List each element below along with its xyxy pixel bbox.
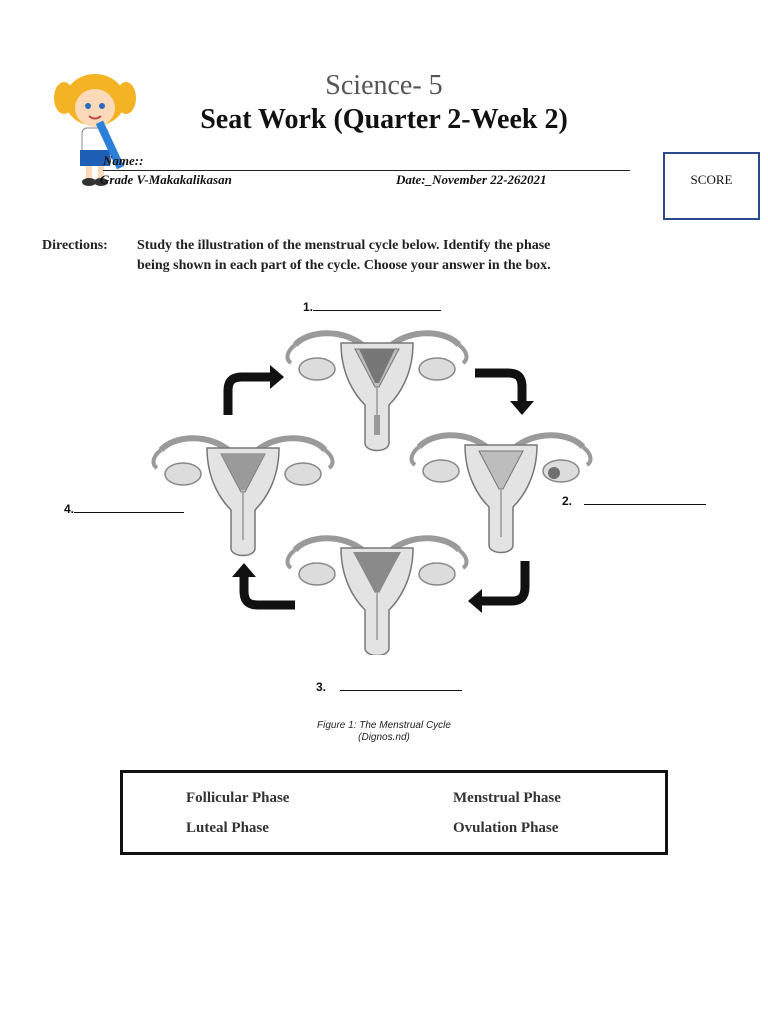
choice-follicular-phase: Follicular Phase [186, 790, 290, 806]
arrow-top-left-icon [228, 365, 284, 415]
arrow-bottom-right-icon [468, 561, 525, 613]
blank-number: 2. [562, 494, 573, 508]
directions-label: Directions: [42, 238, 108, 253]
blank-line [340, 678, 462, 691]
menstrual-cycle-diagram [150, 325, 600, 655]
name-label: Name:: [103, 153, 144, 168]
choice-menstrual-phase: Menstrual Phase [453, 790, 561, 806]
blank-line [313, 298, 441, 311]
directions [42, 236, 722, 276]
grade-section: Grade V-Makakalikasan [100, 172, 232, 187]
blank-number: 4. [64, 502, 75, 516]
answer-blank-1[interactable] [303, 298, 441, 314]
worksheet-title: Seat Work (Quarter 2-Week 2) [200, 104, 568, 135]
answer-choices-box [120, 770, 668, 855]
arrow-top-right-icon [475, 373, 534, 415]
directions-line-1: Study the illustration of the menstrual cycle below. Identify the phase [137, 238, 551, 253]
choice-luteal-phase: Luteal Phase [186, 820, 269, 836]
score-box[interactable] [663, 152, 760, 220]
name-field[interactable] [103, 152, 630, 171]
uterus-bottom [288, 538, 467, 655]
blank-line [584, 492, 706, 505]
uterus-right [412, 435, 591, 552]
uterus-left [154, 438, 333, 555]
uterus-top [288, 333, 467, 450]
caption-source: (Dignos.nd) [358, 732, 410, 743]
directions-line-2: being shown in each part of the cycle. Choose your answer in the box. [137, 258, 551, 273]
subject-heading: Science- 5 [325, 70, 443, 101]
date-text: Date:_November 22-262021 [396, 172, 547, 187]
blank-number: 3. [316, 680, 327, 694]
arrow-bottom-left-icon [232, 563, 295, 605]
score-label: SCORE [690, 172, 733, 187]
caption-title: Figure 1: The Menstrual Cycle [317, 720, 451, 731]
blank-number: 1. [303, 300, 314, 314]
figure-caption [0, 720, 768, 744]
answer-blank-3[interactable] [316, 678, 462, 694]
choice-ovulation-phase: Ovulation Phase [453, 820, 559, 836]
